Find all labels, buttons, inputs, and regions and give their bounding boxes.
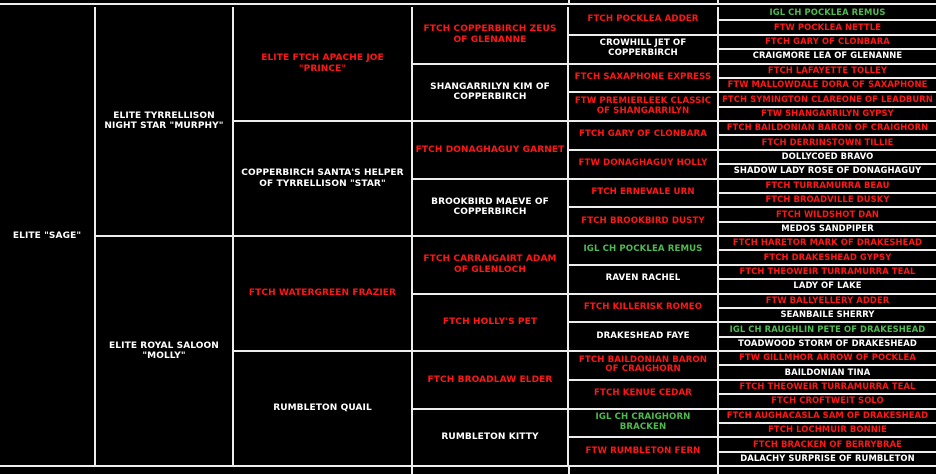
generation-2-ancestor-2[interactable]: ELITE ROYAL SALOON "MOLLY" bbox=[96, 237, 232, 465]
generation-5-ancestor-5[interactable]: FTCH GARY OF CLONBARA bbox=[569, 122, 717, 149]
generation-5-ancestor-1[interactable]: FTCH POCKLEA ADDER bbox=[569, 7, 717, 34]
generation-5-ancestor-13[interactable]: FTCH BAILDONIAN BARON OF CRAIGHORN bbox=[569, 352, 717, 379]
top-crop-border bbox=[0, 3, 936, 5]
generation-6-ancestor-30[interactable]: FTCH LOCHMUIR BONNIE bbox=[719, 424, 936, 436]
generation-4-ancestor-8[interactable]: RUMBLETON KITTY bbox=[413, 410, 567, 466]
generation-6-ancestor-16[interactable]: MEDOS SANDPIPER bbox=[719, 223, 936, 235]
generation-4-ancestor-6[interactable]: FTCH HOLLY'S PET bbox=[413, 295, 567, 351]
generation-6-ancestor-2[interactable]: FTW POCKLEA NETTLE bbox=[719, 21, 936, 33]
top-crop-stub-1 bbox=[568, 0, 570, 5]
bottom-crop-border bbox=[0, 465, 936, 467]
generation-6-ancestor-20[interactable]: LADY OF LAKE bbox=[719, 280, 936, 292]
generation-6-ancestor-10[interactable]: FTCH DERRINSTOWN TILLIE bbox=[719, 136, 936, 148]
generation-5-ancestor-16[interactable]: FTW RUMBLETON FERN bbox=[569, 438, 717, 465]
generation-6-ancestor-15[interactable]: FTCH WILDSHOT DAN bbox=[719, 208, 936, 220]
generation-4-ancestor-1[interactable]: FTCH COPPERBIRCH ZEUS OF GLENANNE bbox=[413, 7, 567, 63]
generation-3-ancestor-3[interactable]: FTCH WATERGREEN FRAZIER bbox=[234, 237, 411, 350]
pedigree-table bbox=[0, 7, 936, 465]
generation-5-ancestor-8[interactable]: FTCH BROOKBIRD DUSTY bbox=[569, 208, 717, 235]
generation-5-ancestor-15[interactable]: IGL CH CRAIGHORN BRACKEN bbox=[569, 410, 717, 437]
generation-6-ancestor-26[interactable]: BAILDONIAN TINA bbox=[719, 366, 936, 378]
generation-6-ancestor-27[interactable]: FTCH THEOWEIR TURRAMURRA TEAL bbox=[719, 381, 936, 393]
generation-4-ancestor-5[interactable]: FTCH CARRAIGAIRT ADAM OF GLENLOCH bbox=[413, 237, 567, 293]
generation-6-ancestor-9[interactable]: FTCH BAILDONIAN BARON OF CRAIGHORN bbox=[719, 122, 936, 134]
generation-6-ancestor-24[interactable]: TOADWOOD STORM OF DRAKESHEAD bbox=[719, 338, 936, 350]
generation-5-ancestor-3[interactable]: FTCH SAXAPHONE EXPRESS bbox=[569, 65, 717, 92]
generation-4-ancestor-2[interactable]: SHANGARRILYN KIM OF COPPERBIRCH bbox=[413, 65, 567, 121]
bottom-crop-stub-3 bbox=[717, 467, 719, 474]
generation-2-ancestor-1[interactable]: ELITE TYRRELLISON NIGHT STAR "MURPHY" bbox=[96, 7, 232, 235]
generation-4-ancestor-7[interactable]: FTCH BROADLAW ELDER bbox=[413, 352, 567, 408]
generation-6-ancestor-19[interactable]: FTCH THEOWEIR TURRAMURRA TEAL bbox=[719, 266, 936, 278]
generation-6-ancestor-6[interactable]: FTW MALLOWDALE DORA OF SAXAPHONE bbox=[719, 79, 936, 91]
generation-6-ancestor-21[interactable]: FTW BALLYELLERY ADDER bbox=[719, 295, 936, 307]
generation-6-ancestor-31[interactable]: FTCH BRACKEN OF BERRYBRAE bbox=[719, 438, 936, 450]
generation-3-ancestor-2[interactable]: COPPERBIRCH SANTA'S HELPER OF TYRRELLISON "STAR" bbox=[234, 122, 411, 235]
generation-5-ancestor-11[interactable]: FTCH KILLERISK ROMEO bbox=[569, 295, 717, 322]
generation-5-ancestor-2[interactable]: CROWHILL JET OF COPPERBIRCH bbox=[569, 36, 717, 63]
generation-6-ancestor-22[interactable]: SEANBAILE SHERRY bbox=[719, 309, 936, 321]
generation-6-ancestor-8[interactable]: FTW SHANGARRILYN GYPSY bbox=[719, 108, 936, 120]
generation-6-ancestor-12[interactable]: SHADOW LADY ROSE OF DONAGHAGUY bbox=[719, 165, 936, 177]
generation-6-ancestor-13[interactable]: FTCH TURRAMURRA BEAU bbox=[719, 180, 936, 192]
generation-6-ancestor-11[interactable]: DOLLYCOED BRAVO bbox=[719, 151, 936, 163]
generation-6-ancestor-17[interactable]: FTCH HARETOR MARK OF DRAKESHEAD bbox=[719, 237, 936, 249]
generation-6-ancestor-4[interactable]: CRAIGMORE LEA OF GLENANNE bbox=[719, 50, 936, 62]
generation-6-ancestor-32[interactable]: DALACHY SURPRISE OF RUMBLETON bbox=[719, 453, 936, 465]
bottom-crop-stub-1 bbox=[411, 467, 413, 474]
generation-5-ancestor-7[interactable]: FTCH ERNEVALE URN bbox=[569, 180, 717, 207]
generation-6-ancestor-23[interactable]: IGL CH RAUGHLIN PETE OF DRAKESHEAD bbox=[719, 323, 936, 335]
generation-3-ancestor-4[interactable]: RUMBLETON QUAIL bbox=[234, 352, 411, 465]
generation-5-ancestor-14[interactable]: FTCH KENUE CEDAR bbox=[569, 381, 717, 408]
generation-4-ancestor-4[interactable]: BROOKBIRD MAEVE OF COPPERBIRCH bbox=[413, 180, 567, 236]
generation-1-ancestor-1[interactable]: ELITE "SAGE" bbox=[0, 7, 94, 465]
generation-6-ancestor-18[interactable]: FTCH DRAKESHEAD GYPSY bbox=[719, 251, 936, 263]
bottom-crop-stub-2 bbox=[568, 467, 570, 474]
generation-6-ancestor-25[interactable]: FTW GILLMHOR ARROW OF POCKLEA bbox=[719, 352, 936, 364]
generation-4-ancestor-3[interactable]: FTCH DONAGHAGUY GARNET bbox=[413, 122, 567, 178]
top-crop-stub-2 bbox=[717, 0, 719, 5]
generation-6-ancestor-3[interactable]: FTCH GARY OF CLONBARA bbox=[719, 36, 936, 48]
generation-6-ancestor-1[interactable]: IGL CH POCKLEA REMUS bbox=[719, 7, 936, 19]
generation-5-ancestor-12[interactable]: DRAKESHEAD FAYE bbox=[569, 323, 717, 350]
generation-6-ancestor-5[interactable]: FTCH LAFAYETTE TOLLEY bbox=[719, 65, 936, 77]
generation-6-ancestor-28[interactable]: FTCH CROFTWEIT SOLO bbox=[719, 395, 936, 407]
generation-5-ancestor-10[interactable]: RAVEN RACHEL bbox=[569, 266, 717, 293]
generation-6-ancestor-7[interactable]: FTCH SYMINGTON CLAREONE OF LEADBURN bbox=[719, 93, 936, 105]
generation-5-ancestor-6[interactable]: FTW DONAGHAGUY HOLLY bbox=[569, 151, 717, 178]
generation-5-ancestor-9[interactable]: IGL CH POCKLEA REMUS bbox=[569, 237, 717, 264]
generation-6-ancestor-29[interactable]: FTCH AUGHACASLA SAM OF DRAKESHEAD bbox=[719, 410, 936, 422]
generation-5-ancestor-4[interactable]: FTW PREMIERLEEK CLASSIC OF SHANGARRILYN bbox=[569, 93, 717, 120]
generation-3-ancestor-1[interactable]: ELITE FTCH APACHE JOE "PRINCE" bbox=[234, 7, 411, 120]
generation-6-ancestor-14[interactable]: FTCH BROADVILLE DUSKY bbox=[719, 194, 936, 206]
